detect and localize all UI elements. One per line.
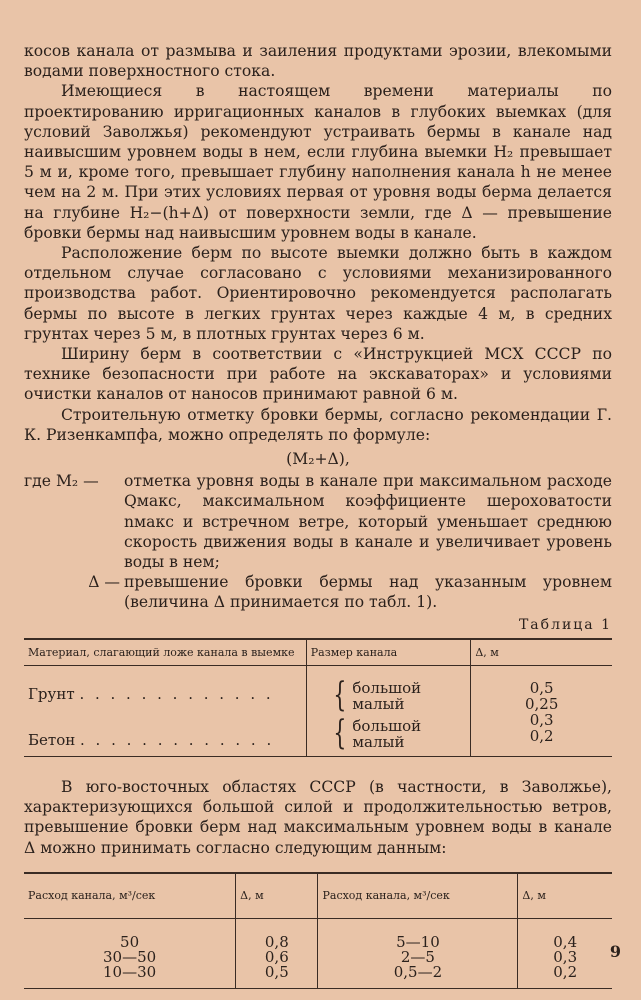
size-label: большой [352,678,422,697]
table-1-header-delta: Δ, м [471,639,612,666]
table-cell: 5—10 [318,918,518,950]
table-row [24,712,612,757]
delta-value: 0,25 [524,694,559,713]
table-cell: 0,2 [518,965,612,989]
table-1-header-size: Размер канала [306,639,471,666]
table-cell: 0,3 [518,950,612,965]
paragraph-5: В юго-восточных областях СССР (в частности, в Заволжье), характеризующихся большой силой и продолжительностью ветров, превышение бровки берм над максимальным уровнем воды в канале Δ можно принимать согласно следующим данным: [24,777,612,857]
brace-icon: { [333,712,347,753]
table-1-cell-size [306,712,471,757]
where-definitions [24,471,612,612]
delta-value: 0,3 [529,710,554,729]
table-cell: 0,6 [236,950,318,965]
table-1-cell-delta [471,712,612,757]
where-term-2: Δ — [88,573,120,592]
table-1 [24,638,612,757]
paragraph-2: Расположение берм по высоте выемки должно быть в каждом отдельном случае согласовано с условиями механизированного производства работ. Ориентировочно рекомендуется располагать бермы по высоте в легких грунтах через каждые 4 м, в средних грунтах через 5 м, в плотных грунтах через 6 м. [24,244,612,343]
where-text-2: превышение бровки бермы над указанным уровнем (величина Δ принимается по табл. 1). [124,573,612,612]
table-row [24,918,612,950]
table-cell: 0,5—2 [318,965,518,989]
page-number: 9 [609,942,621,961]
leader-dots: . . . . . . . . . . . . . [79,684,274,703]
table-1-cell-delta [471,665,612,712]
material-label: Бетон [28,730,76,749]
size-label: малый [352,694,405,713]
table-2-header-flow-2: Расход канала, м³/сек [318,873,518,919]
material-label: Грунт [28,684,75,703]
table-2-header-row [24,873,612,919]
table-1-cell-material [24,665,306,712]
table-row [24,665,612,712]
table-cell: 0,8 [236,918,318,950]
table-2 [24,872,612,989]
brace-icon: { [333,674,347,715]
delta-value: 0,5 [529,678,554,697]
table-2-header-delta-2: Δ, м [518,873,612,919]
paragraph-4: Строительную отметку бровки бермы, согласно рекомендации Г. К. Ризенкампфа, можно определять по формуле: [24,405,612,444]
formula: (M₂+Δ), [286,450,350,469]
table-cell: 0,4 [518,918,612,950]
table-cell: 0,5 [236,965,318,989]
table-1-header-material: Материал, слагающий ложе канала в выемке [24,639,306,666]
table-1-cell-size [306,665,471,715]
table-1-caption: Таблица 1 [518,616,612,633]
table-cell: 30—50 [102,947,157,966]
paragraph-0: косов канала от размыва и заиления продуктами эрозии, влекомыми водами поверхностного стока. [24,42,612,81]
paragraph-1: Имеющиеся в настоящем времени материалы по проектированию ирригационных каналов в глубоких выемках (для условий Заволжья) рекомендуют устраивать бермы в канале над наивысшим уровнем воды в нем, если глубина выемки H₂ превышает 5 м и, кроме того, превышает глубину наполнения канала h не менее чем на 2 м. При этих условиях первая от уровня воды берма делается на глубине H₂−(h+Δ) от поверхности земли, где Δ — превышение бровки бермы над наивысшим уровнем воды в канале. [24,82,612,242]
table-1-header-row [24,639,612,666]
table-cell: 2—5 [318,950,518,965]
page-text [24,41,612,989]
size-label: малый [352,732,405,751]
where-text-1: отметка уровня воды в канале при максимальном расходе Qмакс, максимальном коэффициенте шероховатости nмакс и встречном ветре, который уменьшает среднюю скорость движения воды в канале и увеличивает уровень воды в нем; [124,472,612,572]
table-cell: 50 [120,932,140,951]
size-label: большой [352,716,422,735]
where-term-1: где M₂ — [24,472,99,491]
table-2-header-delta-1: Δ, м [236,873,318,919]
delta-value: 0,2 [529,726,554,745]
paragraph-3: Ширину берм в соответствии с «Инструкцией МСХ СССР по технике безопасности при работе на экскаваторах» и условиями очистки каналов от наносов принимают равной 6 м. [24,345,612,404]
table-row [24,965,612,989]
table-1-cell-material [24,712,306,757]
table-cell: 10—30 [102,962,157,981]
table-2-header-flow-1: Расход канала, м³/сек [24,873,236,919]
leader-dots: . . . . . . . . . . . . . [80,730,275,749]
